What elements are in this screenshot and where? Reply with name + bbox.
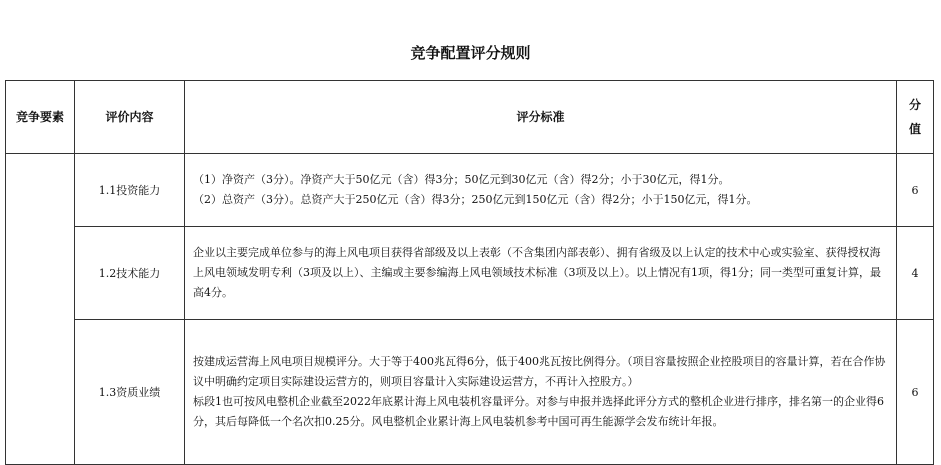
header-content: 评价内容 xyxy=(75,81,185,154)
criteria-line: （1）净资产（3分）。净资产大于50亿元（含）得3分；50亿元到30亿元（含）得2分；小于30亿元，得1分。 xyxy=(193,173,730,186)
table-row xyxy=(6,227,934,320)
header-criteria: 评分标准 xyxy=(185,81,897,154)
table-row xyxy=(6,320,934,465)
scoring-rules-table xyxy=(5,80,934,465)
header-factor: 竞争要素 xyxy=(6,81,75,154)
criteria-line: 按建成运营海上风电项目规模评分。大于等于400兆瓦得6分，低于400兆瓦按比例得分。（项目容量按照企业控股项目的容量计算，若在合作协议中明确约定项目实际建设运营方的，则项目容量计入实际建设运营方，不再计入控股方。） xyxy=(193,355,886,388)
table-header-row xyxy=(6,81,934,154)
content-cell: 1.3资质业绩 xyxy=(75,320,185,465)
score-cell: 4 xyxy=(897,227,934,320)
score-cell: 6 xyxy=(897,154,934,227)
criteria-line: 标段1也可按风电整机企业截至2022年底累计海上风电装机容量评分。对参与申报并选择此评分方式的整机企业进行排序，排名第一的企业得6分，其后每降低一个名次扣0.25分。风电整机企业累计海上风电装机参考中国可再生能源学会发布统计年报。 xyxy=(193,395,884,428)
table-row xyxy=(6,154,934,227)
criteria-cell xyxy=(185,154,897,227)
criteria-cell xyxy=(185,227,897,320)
page-title: 竞争配置评分规则 xyxy=(410,44,531,62)
criteria-cell xyxy=(185,320,897,465)
criteria-line: （2）总资产（3分）。总资产大于250亿元（含）得3分；250亿元到150亿元（含）得2分；小于150亿元，得1分。 xyxy=(193,193,758,206)
criteria-line: 企业以主要完成单位参与的海上风电项目获得省部级及以上表彰（不含集团内部表彰）、拥有省级及以上认定的技术中心或实验室、获得授权海上风电领域发明专利（3项及以上）、主编或主要参编海上风电领域技术标准（3项及以上）。以上情况有1项，得1分；同一类型可重复计算，最高4分。 xyxy=(193,246,881,299)
content-cell: 1.1投资能力 xyxy=(75,154,185,227)
factor-cell xyxy=(6,154,75,465)
score-cell: 6 xyxy=(897,320,934,465)
content-cell: 1.2技术能力 xyxy=(75,227,185,320)
header-score: 分值 xyxy=(897,81,934,154)
